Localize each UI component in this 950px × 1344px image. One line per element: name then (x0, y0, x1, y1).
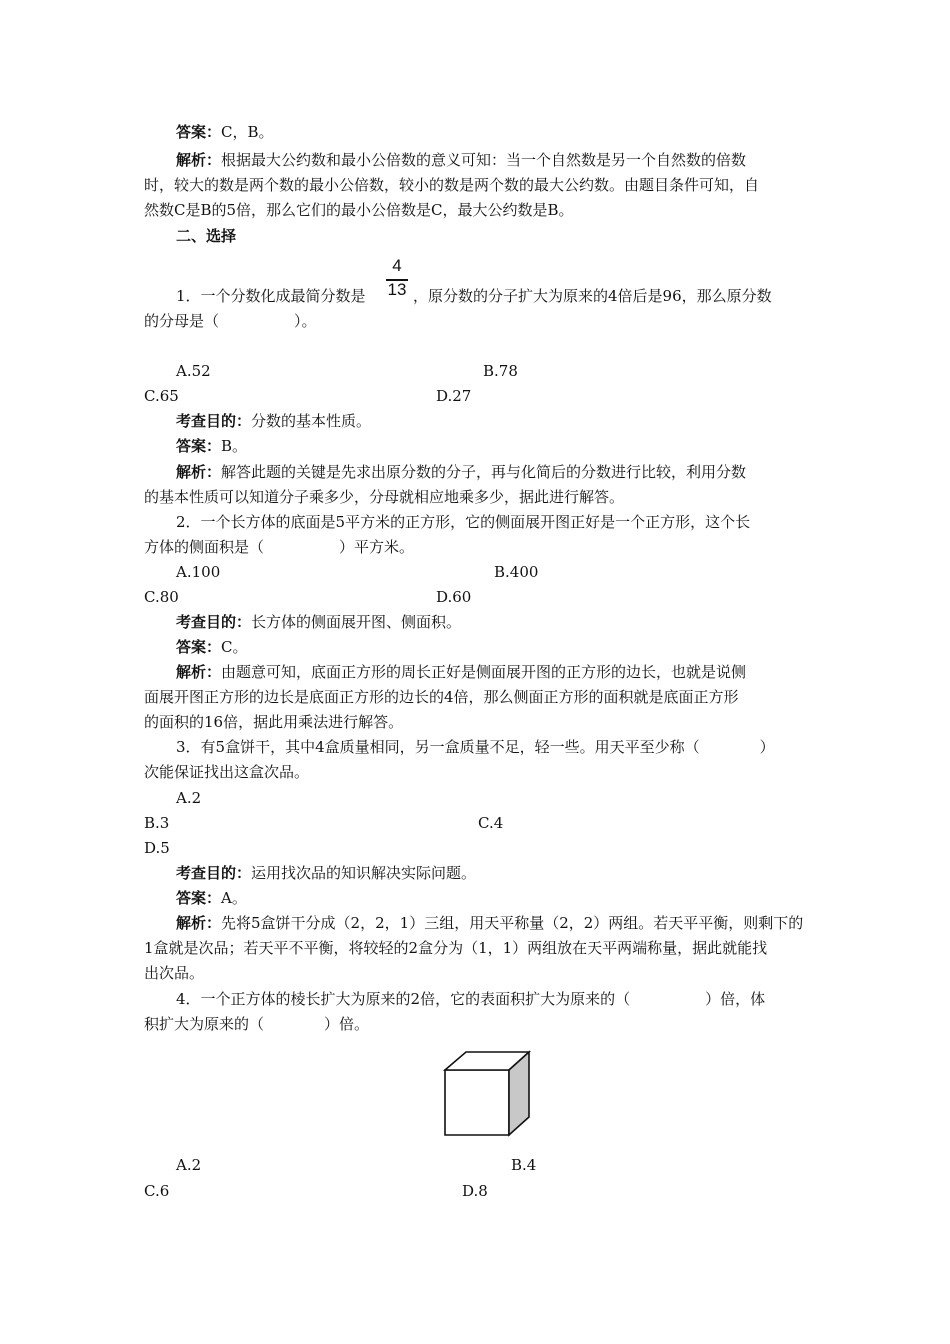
analysis-text: 解答此题的关键是先求出原分数的分子，再与化简后的分数进行比较，利用分数 (221, 463, 747, 481)
q1-purpose (176, 411, 371, 431)
analysis-text: 先将5盒饼干分成（2，2，1）三组，用天平称量（2，2）两组。若天平平衡，则剩下的 (221, 914, 804, 932)
q1-option-b: B.78 (483, 362, 518, 380)
q4-option-c: C.6 (144, 1182, 170, 1200)
q1-stem-line2: 的分母是（ ）。 (144, 312, 317, 330)
part1-analysis-line-2: 时，较大的数是两个数的最小公倍数，较小的数是两个数的最大公约数。由题目条件可知，自 (144, 176, 760, 194)
analysis-label: 解析： (176, 463, 222, 481)
q3-stem-line2: 次能保证找出这盒次品。 (144, 763, 310, 781)
q4-option-d: D.8 (462, 1182, 488, 1200)
q3-analysis-line-1 (176, 913, 803, 933)
analysis-label: 解析： (176, 914, 222, 932)
q3-stem-line1: 3．有5盒饼干，其中4盒质量相同，另一盒质量不足，轻一些。用天平至少称（ ） (176, 738, 775, 756)
q2-option-b: B.400 (494, 563, 539, 581)
q1-analysis-line-2: 的基本性质可以知道分子乘多少，分母就相应地乘多少，据此进行解答。 (144, 488, 625, 506)
q2-analysis-line-3: 的面积的16倍，据此用乘法进行解答。 (144, 713, 404, 731)
part1-answer (176, 122, 274, 142)
q3-option-a: A.2 (176, 789, 202, 807)
part1-analysis-line-3: 然数C是B的5倍，那么它们的最小公倍数是C，最大公约数是B。 (144, 201, 574, 219)
analysis-text: 根据最大公约数和最小公倍数的意义可知：当一个自然数是另一个自然数的倍数 (221, 151, 747, 169)
analysis-label: 解析： (176, 663, 222, 681)
analysis-label: 解析： (176, 151, 222, 169)
q1-option-d: D.27 (436, 387, 472, 405)
q1-analysis-line-1 (176, 462, 746, 482)
q3-analysis-line-3: 出次品。 (144, 964, 205, 982)
answer-value: C，B。 (221, 123, 274, 141)
q2-stem-line2: 方体的侧面积是（ ）平方米。 (144, 538, 415, 556)
fraction-denominator: 13 (387, 280, 407, 299)
q1-option-a: A.52 (176, 362, 211, 380)
q4-option-b: B.4 (511, 1156, 537, 1174)
q4-stem-line1: 4．一个正方体的棱长扩大为原来的2倍，它的表面积扩大为原来的（ ）倍，体 (176, 990, 766, 1008)
purpose-label: 考查目的： (176, 864, 252, 882)
cube-front-face (445, 1070, 509, 1135)
q2-answer (176, 637, 248, 657)
q1-stem-suffix: ，原分数的分子扩大为原来的4倍后是96，那么原分数 (413, 287, 772, 305)
q3-answer (176, 888, 247, 908)
purpose-text: 长方体的侧面展开图、侧面积。 (251, 613, 462, 631)
q1-answer (176, 436, 247, 456)
cube-figure (440, 1048, 535, 1140)
q2-stem-line1: 2．一个长方体的底面是5平方米的正方形，它的侧面展开图正好是一个正方形，这个长 (176, 513, 751, 531)
q3-option-c: C.4 (478, 814, 504, 832)
q1-option-c: C.65 (144, 387, 179, 405)
q2-option-d: D.60 (436, 588, 472, 606)
fraction (384, 256, 410, 302)
q2-analysis-line-1 (176, 662, 746, 682)
section-title: 二、选择 (176, 227, 237, 245)
q3-option-b: B.3 (144, 814, 170, 832)
purpose-text: 分数的基本性质。 (251, 412, 372, 430)
q1-stem-prefix: 1．一个分数化成最简分数是 (176, 287, 366, 305)
part1-analysis-line-1 (176, 150, 746, 170)
q2-option-c: C.80 (144, 588, 179, 606)
analysis-text: 由题意可知，底面正方形的周长正好是侧面展开图的正方形的边长，也就是说侧 (221, 663, 747, 681)
q2-purpose (176, 612, 461, 632)
q2-option-a: A.100 (176, 563, 221, 581)
answer-value: C。 (221, 638, 248, 656)
q4-option-a: A.2 (176, 1156, 202, 1174)
q3-analysis-line-2: 1盒就是次品；若天平不平衡，将较轻的2盒分为（1，1）两组放在天平两端称量，据此就能找 (144, 939, 768, 957)
purpose-label: 考查目的： (176, 613, 252, 631)
answer-label: 答案： (176, 638, 222, 656)
purpose-text: 运用找次品的知识解决实际问题。 (251, 864, 477, 882)
fraction-numerator: 4 (392, 256, 402, 275)
q4-stem-line2: 积扩大为原来的（ ）倍。 (144, 1015, 370, 1033)
answer-value: A。 (221, 889, 247, 907)
q3-purpose (176, 863, 476, 883)
answer-label: 答案： (176, 123, 222, 141)
purpose-label: 考查目的： (176, 412, 252, 430)
answer-label: 答案： (176, 889, 222, 907)
q2-analysis-line-2: 面展开图正方形的边长是底面正方形的边长的4倍，那么侧面正方形的面积就是底面正方形 (144, 688, 739, 706)
answer-value: B。 (221, 437, 248, 455)
q3-option-d: D.5 (144, 839, 170, 857)
answer-label: 答案： (176, 437, 222, 455)
